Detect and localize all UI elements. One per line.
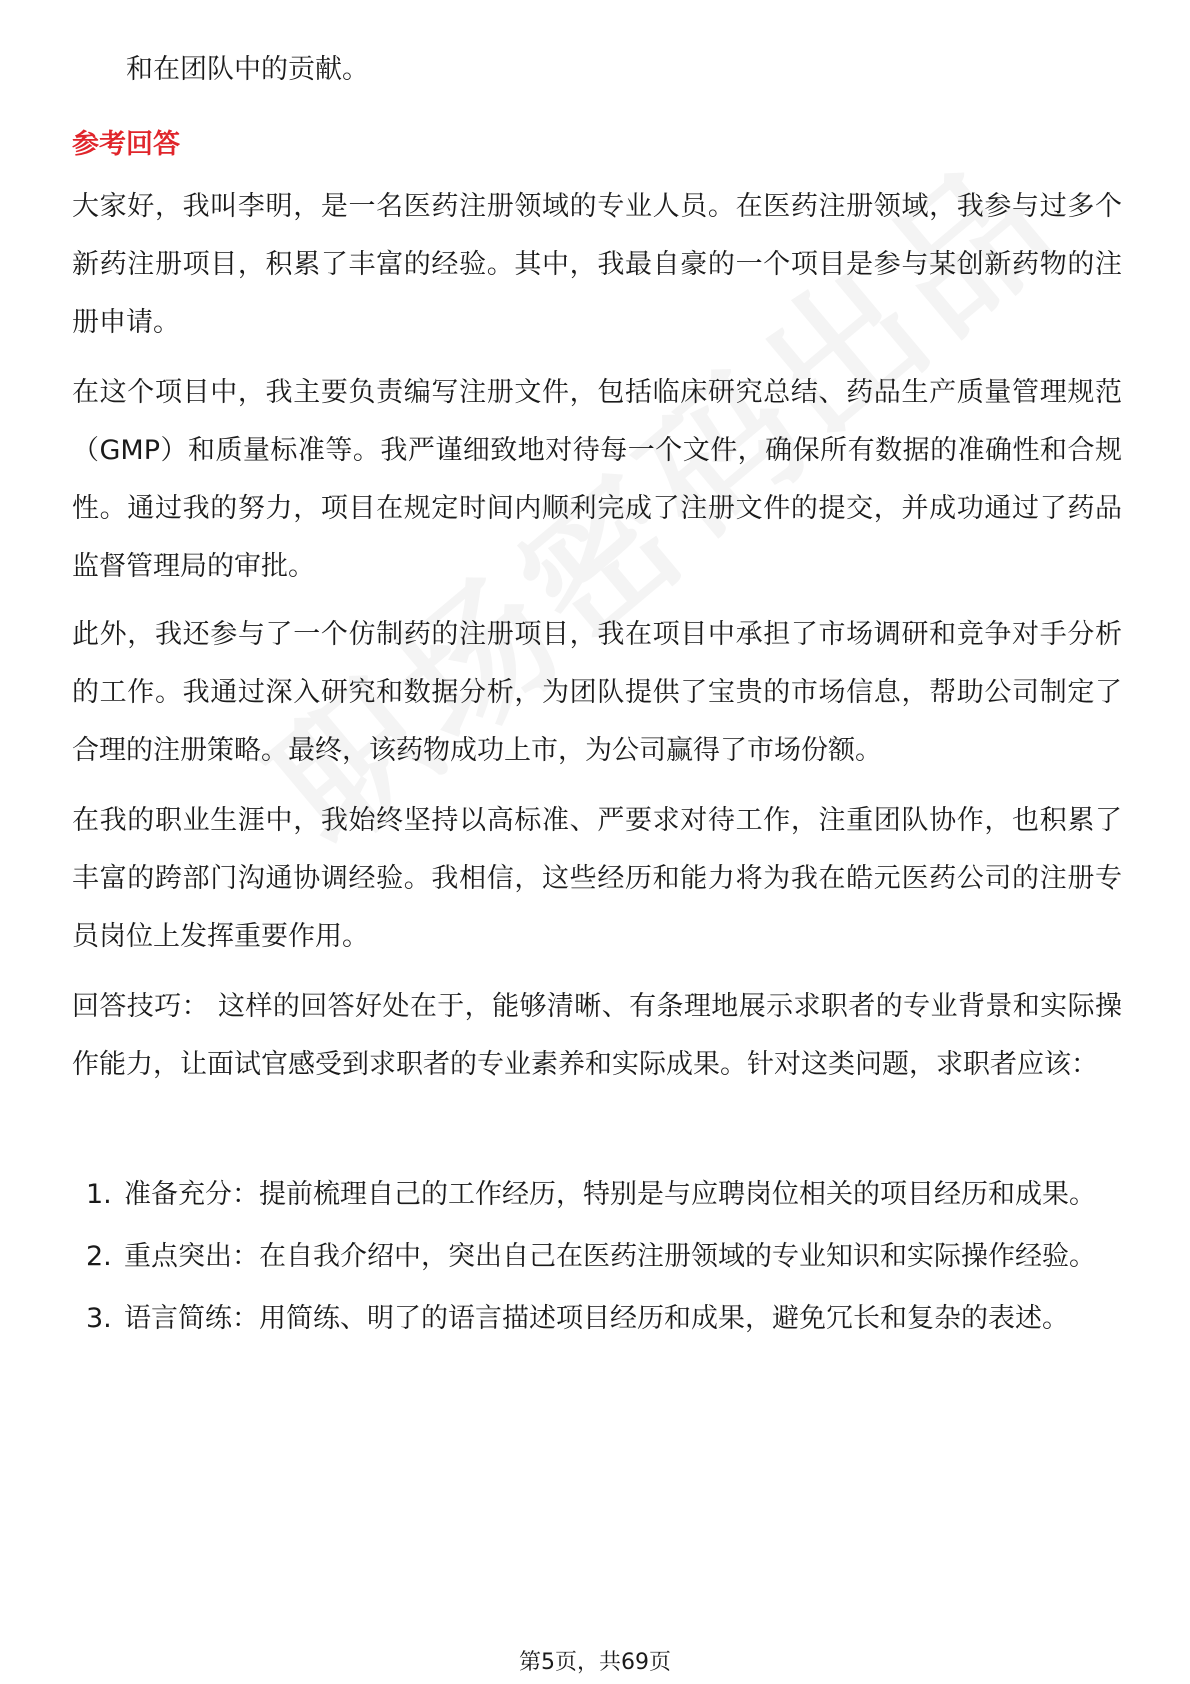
section-heading: 参考回答 [72, 129, 180, 160]
answer-paragraph-3: 此外，我还参与了一个仿制药的注册项目，我在项目中承担了市场调研和竞争对手分析的工作。我通过深入研究和数据分析，为团队提供了宝贵的市场信息，帮助公司制定了合理的注册策略。最终，该药物成功上市，为公司赢得了市场份额。 [72, 619, 1122, 766]
list-number: 1. [86, 1179, 112, 1210]
page-footer: 第5页，共69页 [519, 1650, 671, 1675]
list-item [72, 1166, 1122, 1224]
answer-paragraph-1: 大家好，我叫李明，是一名医药注册领域的专业人员。在医药注册领域，我参与过多个新药注册项目，积累了丰富的经验。其中，我最自豪的一个项目是参与某创新药物的注册申请。 [72, 191, 1122, 338]
list-item-text: 重点突出：在自我介绍中，突出自己在医药注册领域的专业知识和实际操作经验。 [124, 1241, 1096, 1272]
list-number: 2. [86, 1241, 112, 1272]
list-item [72, 1228, 1122, 1286]
tips-list [72, 1166, 1122, 1352]
list-item [72, 1290, 1122, 1348]
answer-paragraph-2: 在这个项目中，我主要负责编写注册文件，包括临床研究总结、药品生产质量管理规范（GMP）和质量标准等。我严谨细致地对待每一个文件，确保所有数据的准确性和合规性。通过我的努力，项目在规定时间内顺利完成了注册文件的提交，并成功通过了药品监督管理局的审批。 [72, 377, 1122, 582]
answer-paragraph-4: 在我的职业生涯中，我始终坚持以高标准、严要求对待工作，注重团队协作，也积累了丰富的跨部门沟通协调经验。我相信，这些经历和能力将为我在皓元医药公司的注册专员岗位上发挥重要作用。 [72, 805, 1122, 952]
list-number: 3. [86, 1303, 112, 1334]
continuation-text: 和在团队中的贡献。 [126, 54, 369, 85]
list-item-text: 语言简练：用简练、明了的语言描述项目经历和成果，避免冗长和复杂的表述。 [124, 1303, 1069, 1334]
tips-paragraph: 回答技巧： 这样的回答好处在于，能够清晰、有条理地展示求职者的专业背景和实际操作能力，让面试官感受到求职者的专业素养和实际成果。针对这类问题，求职者应该： [72, 991, 1122, 1080]
list-item-text: 准备充分：提前梳理自己的工作经历，特别是与应聘岗位相关的项目经历和成果。 [124, 1179, 1096, 1210]
